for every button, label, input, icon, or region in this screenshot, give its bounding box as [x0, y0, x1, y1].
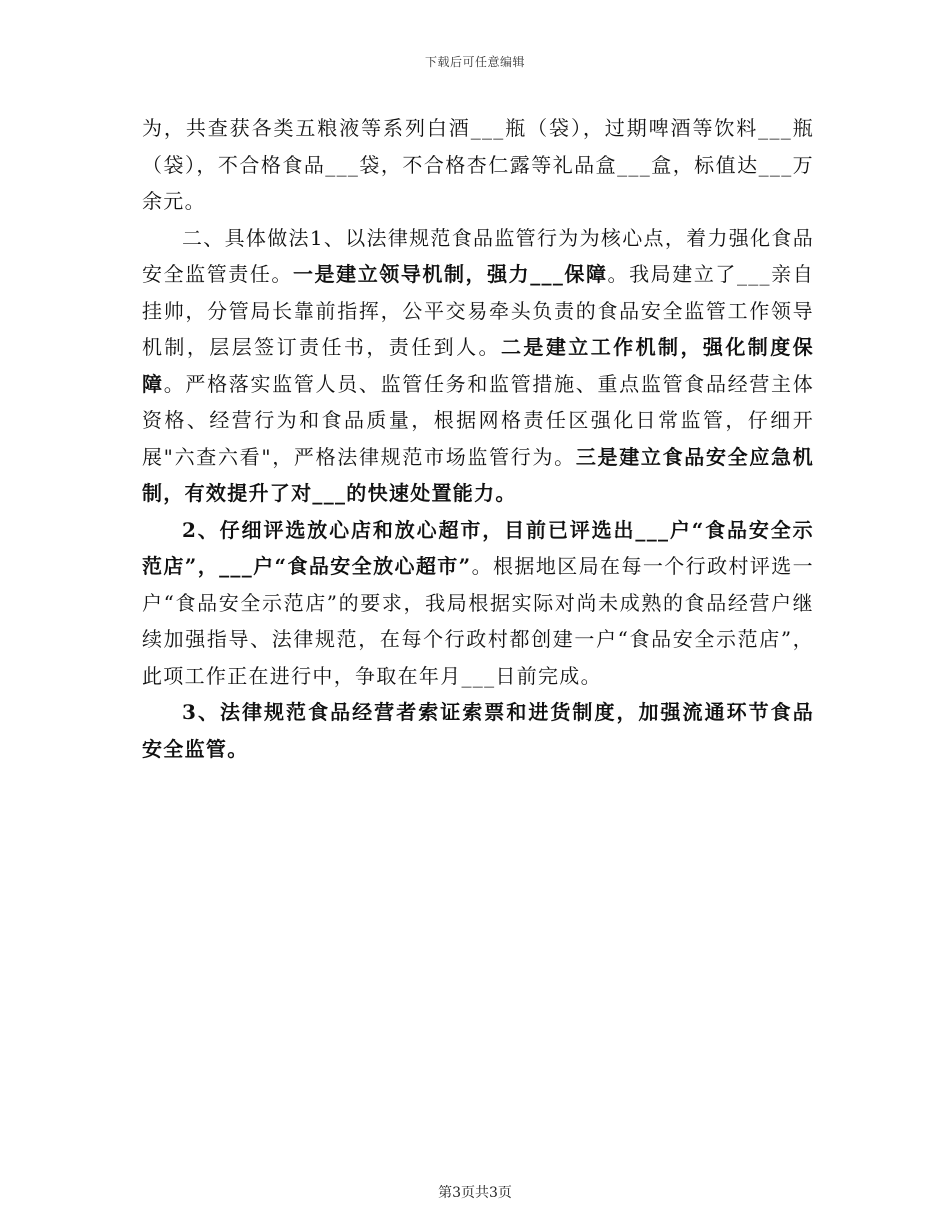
paragraph-2-intro: 二、具体做法1、以法律规范食品监管行为为核心点，着力强化食品安全监管责任。	[142, 225, 814, 286]
paragraph-2-heading-2: 二是建立工作机制，强化制度保障	[142, 335, 814, 396]
page-header: 下载后可任意编辑	[424, 55, 525, 69]
page-footer: 第3页共3页	[438, 1185, 512, 1201]
paragraph-2-heading-1: 一是建立领导机制，强力___保障	[292, 262, 608, 286]
paragraph-2-body-1: 。我局建立了___亲自挂帅，分管局长靠前指挥，公平交易牵头负责的食品安全监管工作领导机制，层层签订责任书，责任到人。	[142, 262, 814, 359]
paragraph-3-heading: 2、仔细评选放心店和放心超市，目前已评选出___户“食品安全示范店”，___户“食品安全放心超市”	[142, 517, 814, 578]
paragraph-2	[142, 220, 814, 512]
paragraph-2-heading-3: 三是建立食品安全应急机制，有效提升了对___的快速处置能力。	[142, 444, 814, 505]
paragraph-4-heading: 3、法律规范食品经营者索证索票和进货制度，加强流通环节食品安全监管。	[142, 700, 814, 761]
document-body	[142, 110, 814, 767]
paragraph-3-body: 。根据地区局在每一个行政村评选一户“食品安全示范店”的要求，我局根据实际对尚未成熟的食品经营户继续加强指导、法律规范，在每个行政村都创建一户“食品安全示范店”，此项工作正在进行中，争取在年月___日前完成。	[142, 554, 814, 688]
paragraph-1-text: 为，共查获各类五粮液等系列白酒___瓶（袋），过期啤酒等饮料___瓶（袋），不合格食品___袋，不合格杏仁露等礼品盒___盒，标值达___万余元。	[142, 116, 814, 213]
paragraph-3	[142, 512, 814, 695]
paragraph-2-body-2: 。严格落实监管人员、监管任务和监管措施、重点监管食品经营主体资格、经营行为和食品质量，根据网格责任区强化日常监管，仔细开展"六查六看"，严格法律规范市场监管行为。	[142, 371, 815, 469]
paragraph-4	[142, 694, 814, 767]
paragraph-1	[142, 110, 814, 220]
